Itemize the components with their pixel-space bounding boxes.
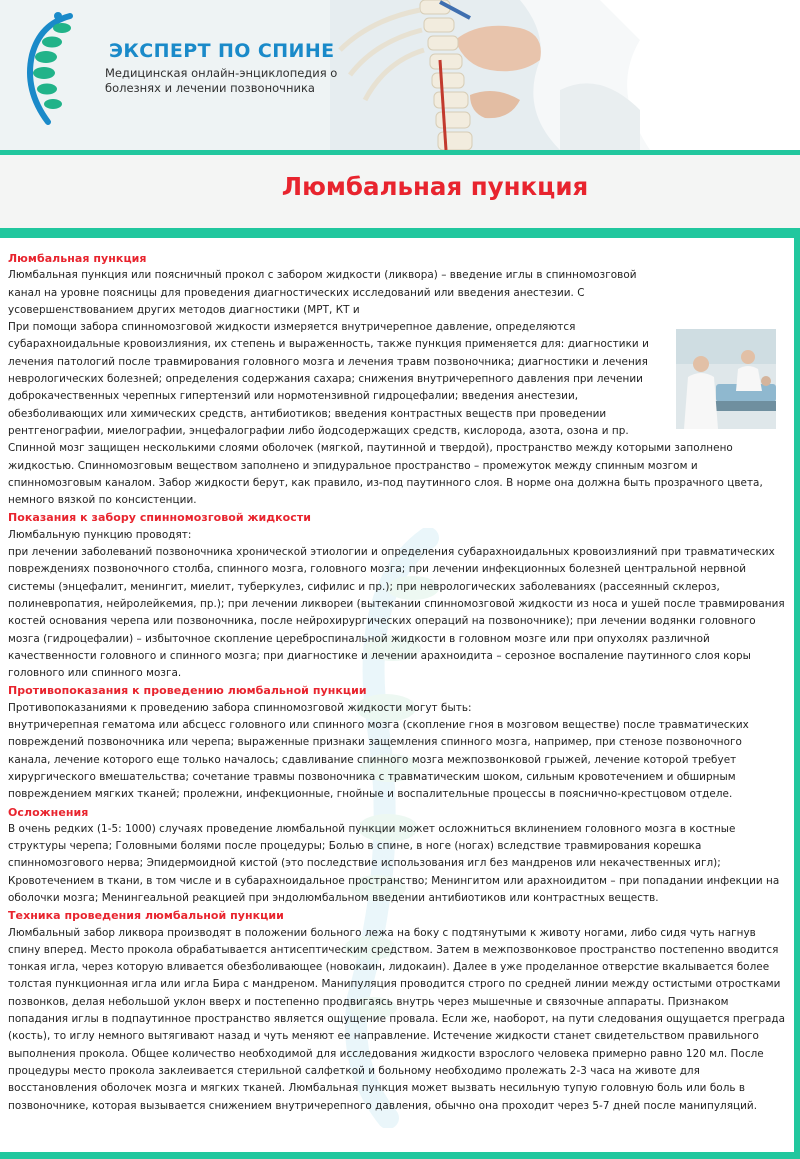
section-heading: Показания к забору спинномозговой жидкости	[8, 511, 312, 525]
article-panel	[0, 238, 794, 1152]
page-title: Люмбальная пункция	[281, 172, 589, 201]
paragraph: Спинной мозг защищен несколькими слоями оболочек (мягкой, паутинной и твердой), пространство между которыми заполнено жидкостью. Спинномозговым веществом заполнено и эпидуральное пространство – промежуток между спинным мозгом и спинномозговым каналом. Забор жидкости берут, как правило, из-под паутинного слоя. В норме она должна быть прозрачного цвета, немного вязкой по консистенции.	[8, 442, 763, 507]
site-tagline: Медицинская онлайн-энциклопедия о болезнях и лечении позвоночника	[105, 66, 338, 95]
section-heading: Осложнения	[8, 805, 89, 819]
article-body	[0, 238, 794, 1115]
site-header	[0, 0, 800, 150]
paragraph: Противопоказаниями к проведению забора спинномозговой жидкости могут быть:	[8, 701, 472, 714]
section-heading: Люмбальная пункция	[8, 252, 147, 265]
site-brand-name[interactable]: ЭКСПЕРТ ПО СПИНЕ	[109, 40, 335, 62]
procedure-photo	[676, 329, 776, 429]
paragraph: при лечении заболеваний позвоночника хронической этиологии и определения субарахноидальных кровоизлияний при травматических повреждениях позвоночного столба, спинного мозга, головного мозга; при лечении инфекционных болезней центральной нервной системы (энцефалит, менингит, миелит, туберкулез, сифилис и пр.); при неврологических заболеваниях (рассеянный склероз, полиневропатия, нейролейкемия, пр.); при лечении ликвореи (вытекании спинномозговой жидкости из носа и ушей после травмирования костей основания черепа или позвоночника, после нейрохирургических операций на позвоночнике); при лечении водянки головного мозга (гидроцефалии) – избыточное скопление цереброспинальной жидкости в головном мозге или при опухолях различной качественности головного и спинного мозга; при диагностике и лечении арахноидита – серозное воспаление паутинного слоя коры головного или спинного мозга.	[8, 546, 785, 680]
section-heading: Противопоказания к проведению люмбальной пункции	[8, 684, 367, 698]
paragraph: Люмбальный забор ликвора производят в положении больного лежа на боку с подтянутыми к животу ногами, либо сидя чуть нагнув спину вперед. Место прокола обрабатывается антисептическим средством. Затем в межпозвонковое пространство постепенно вводится тонкая игла, через которую вливается обезболивающее (новокаин, лидокаин). Далее в уже проделанное отверстие вкалывается более толстая пункционная игла или игла Бира с мандреном. Манипуляция проводится строго по средней линии между остистыми отростками позвонков, делая небольшой уклон вверх и постепенно продвигаясь внутрь через мышечные и связочные аппараты. Признаком попадания иглы в подпаутинное пространство является ощущение провала. Если же, наоборот, на пути следования ощущается преграда (кость), то иглу немного вытягивают назад и чуть меняют ее направление. Истечение жидкости станет свидетельством правильного выполнения прокола. Общее количество необходимой для исследования жидкости взрослого человека примерно равно 120 мл. После процедуры место прокола заклеивается стерильной салфеткой и больному необходимо пролежать 2-3 часа на животе для восстановления оболочек мозга и мягких тканей. Люмбальная пункция может вызвать несильную тупую головную боль или боль в позвоночнике, которая вызывается снижением внутричерепного давления, обычно она проходит через 5-7 дней после манипуляций.	[8, 926, 786, 1112]
section-heading: Техника проведения люмбальной пункции	[8, 909, 284, 923]
paragraph: внутричерепная гематома или абсцесс головного или спинного мозга (скопление гноя в мозговом веществе) после травматических повреждений позвоночника или черепа; выраженные признаки защемления спинного мозга, например, при стенозе позвоночного канала, лечение которого еще только началось; сдавливание спинного мозга межпозвонковой грыжей, лечение которой требует хирургического вмешательства; сочетание травмы позвоночника с травматическим шоком, сильным кровотечением и обширным повреждением мягких тканей; пролежни, инфекционные, гнойные и воспалительные процессы в пояснично-крестцовом отделе.	[8, 719, 749, 801]
paragraph: В очень редких (1-5: 1000) случаях проведение люмбальной пункции может осложниться вклинением головного мозга в костные структуры черепа; Головными болями после процедуры; Болью в спине, в ноге (ногах) вследствие травмирования корешка спинномозгового нерва; Эпидермоидной кистой (это последствие использования игл без мандренов или некачественных игл); Кровотечением в ткани, в том числе и в субарахноидальное пространство; Менингитом или арахноидитом – при попадании инфекции на оболочки мозга; Менингеальной реакцией при эндолюмбальном введении антибиотиков или контрастных веществ.	[8, 822, 780, 904]
paragraph: Люмбальную пункцию проводят:	[8, 528, 192, 541]
spine-logo-icon[interactable]	[10, 10, 100, 130]
paragraph: Люмбальная пункция или поясничный прокол с забором жидкости (ликвора) – введение иглы в спинномозговой канал на уровне поясницы для проведения диагностических исследований или введения анестезии. С усовершенствованием других методов диагностики (МРТ, КТ и	[8, 269, 637, 316]
paragraph: При помощи забора спинномозговой жидкости измеряется внутричерепное давление, определяются субарахноидальные кровоизлияния, их степень и выраженность, также пункция применяется для: диагностики и лечения патологий после травмирования головного мозга и лечения травм позвоночника; диагностики и лечения неврологических болезней; определения содержания сахара; снижения внутричерепного давления при лечении доброкачественных черепных гипертензий или нормотензивной гидроцефалии; введения анестезии, обезболивающих или химических средств, антибиотиков; введения контрастных веществ при проведении рентгенографии, миелографии, энцефалографии либо йодсодержащих средств, кислорода, азота, озона и пр.	[8, 321, 649, 437]
